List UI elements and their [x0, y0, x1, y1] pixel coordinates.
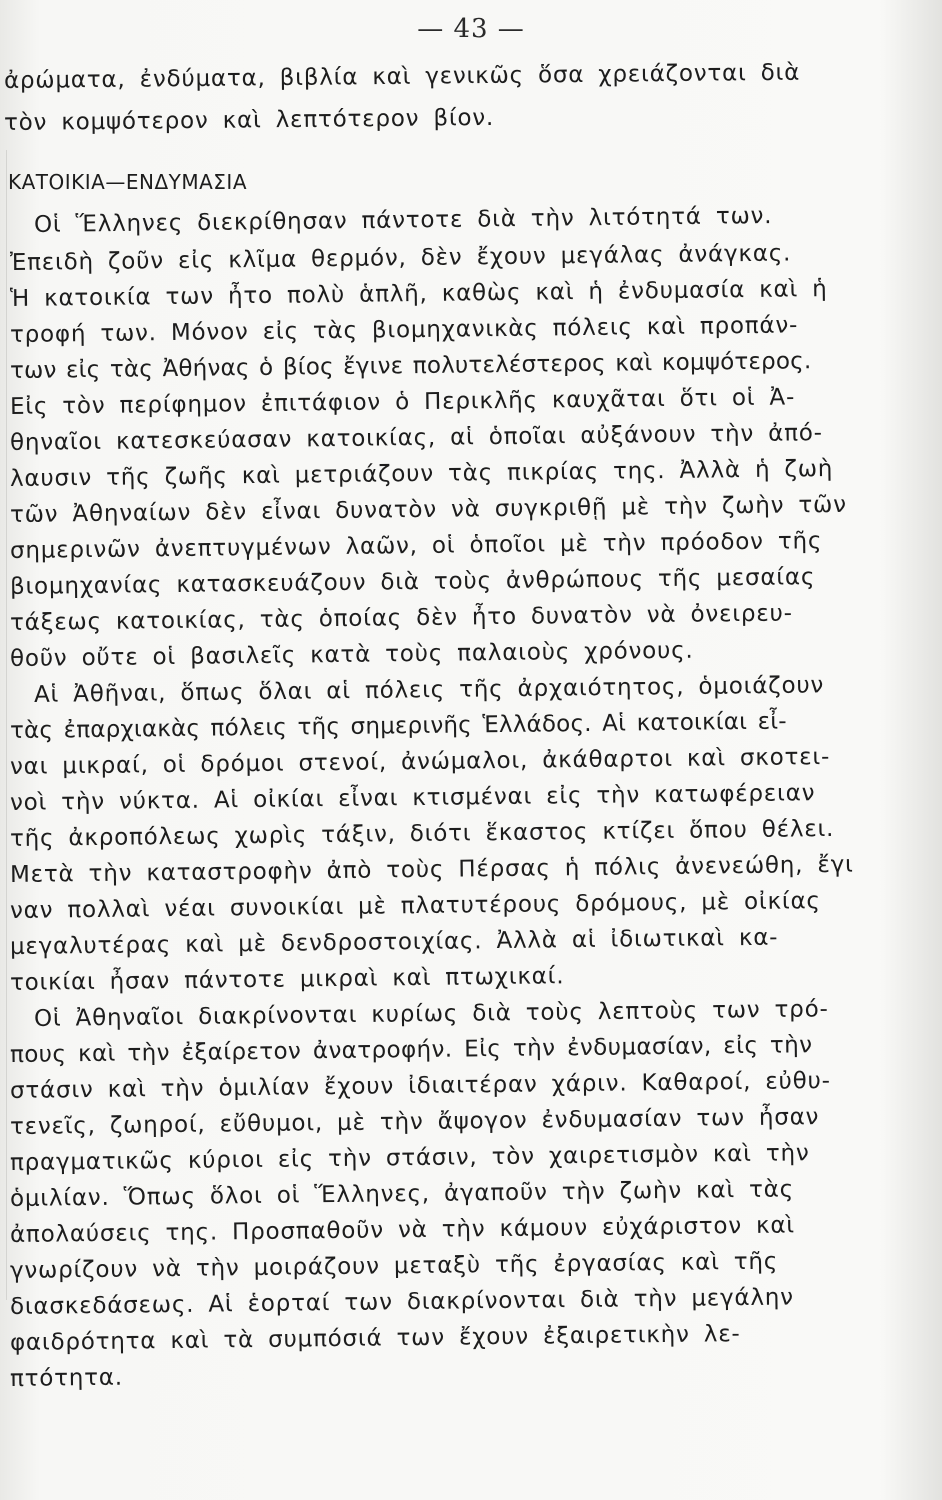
- text-line: στάσιν καὶ τὴν ὁμιλίαν ἔχουν ἰδιαιτέραν χάριν. Καθαροί, εὐθυ-: [9, 1067, 831, 1104]
- text-line: Ἡ κατοικία των ἦτο πολὺ ἁπλῆ, καθὼς καὶ ἡ ἐνδυμασία καὶ ἡ: [9, 276, 828, 312]
- section-heading: ΚΑΤΟΙΚΙΑ—ΕΝΔΥΜΑΣΙΑ: [8, 170, 247, 194]
- page-number: — 43 —: [417, 14, 525, 44]
- text-line: ναι μικραί, οἱ δρόμοι στενοί, ἀνώμαλοι, ἀκάθαρτοι καὶ σκοτει-: [9, 743, 831, 780]
- text-line: ἀπολαύσεις της. Προσπαθοῦν νὰ τὴν κάμουν εὐχάριστον καὶ: [9, 1212, 796, 1248]
- text-line: τοικίαι ἦσαν πάντοτε μικραὶ καὶ πτωχικαί.: [9, 963, 565, 996]
- page-edge-shadow: [6, 150, 7, 1300]
- text-line: τάξεως κατοικίας, τὰς ὁποίας δὲν ἦτο δυνατὸν νὰ ὀνειρευ-: [9, 600, 793, 636]
- text-line: τὰς ἐπαρχιακὰς πόλεις τῆς σημερινῆς Ἑλλάδος. Αἱ κατοικίαι εἶ-: [9, 708, 787, 744]
- text-line: θοῦν οὔτε οἱ βασιλεῖς κατὰ τοὺς παλαιοὺς χρόνους.: [9, 637, 694, 672]
- text-line: τῶν Ἀθηναίων δὲν εἶναι δυνατὸν νὰ συγκριθῇ μὲ τὴν ζωὴν τῶν: [9, 491, 847, 528]
- text-line: γνωρίζουν νὰ τὴν μοιράζουν μεταξὺ τῆς ἐργασίας καὶ τῆς: [9, 1248, 779, 1284]
- text-line: τενεῖς, ζωηροί, εὔθυμοι, μὲ τὴν ἄψογον ἐνδυμασίαν των ἦσαν: [9, 1104, 820, 1140]
- text-line: λαυσιν τῆς ζωῆς καὶ μετριάζουν τὰς πικρίας της. Ἀλλὰ ἡ ζωὴ: [9, 455, 834, 492]
- text-line: τῆς ἀκροπόλεως χωρὶς τάξιν, διότι ἕκαστος κτίζει ὅπου θέλει.: [9, 815, 835, 852]
- text-line: πραγματικῶς κύριοι εἰς τὴν στάσιν, τὸν χαιρετισμὸν καὶ τὴν: [9, 1140, 810, 1176]
- text-line: σημερινῶν ἀνεπτυγμένων λαῶν, οἱ ὁποῖοι μὲ τὴν πρόοδον τῆς: [9, 528, 823, 564]
- text-line: των εἰς τὰς Ἀθήνας ὁ βίος ἔγινε πολυτελέστερος καὶ κομψότερος.: [9, 348, 812, 384]
- text-line: πτότητα.: [9, 1364, 124, 1392]
- text-line: διασκεδάσεως. Αἱ ἑορταί των διακρίνονται διὰ τὴν μεγάλην: [9, 1284, 795, 1320]
- text-line: τροφή των. Μόνον εἰς τὰς βιομηχανικὰς πόλεις καὶ προπάν-: [9, 312, 799, 348]
- text-line: πους καὶ τὴν ἐξαίρετον ἀνατροφήν. Εἰς τὴν ἐνδυμασίαν, εἰς τὴν: [9, 1032, 813, 1068]
- text-line: νοὶ τὴν νύκτα. Αἱ οἰκίαι εἶναι κτισμέναι εἰς τὴν κατωφέρειαν: [9, 780, 816, 816]
- text-line: μεγαλυτέρας καὶ μὲ δενδροστοιχίας. Ἀλλὰ αἱ ἰδιωτικαὶ κα-: [9, 924, 779, 960]
- text-line: φαιδρότητα καὶ τὰ συμπόσιά των ἔχουν ἐξαιρετικὴν λε-: [9, 1321, 741, 1356]
- text-line: ἀρώματα, ἐνδύματα, βιβλία καὶ γενικῶς ὅσα χρειάζονται διὰ: [3, 59, 801, 94]
- text-line: ναν πολλαὶ νέαι συνοικίαι μὲ πλατυτέρους δρόμους, μὲ οἰκίας: [9, 888, 821, 924]
- text-line: βιομηχανίας κατασκευάζουν διὰ τοὺς ἀνθρώπους τῆς μεσαίας: [9, 564, 816, 600]
- text-line: Αἱ Ἀθῆναι, ὅπως ὅλαι αἱ πόλεις τῆς ἀρχαιότητος, ὁμοιάζουν: [33, 672, 825, 708]
- text-line: Ἐπειδὴ ζοῦν εἰς κλῖμα θερμόν, δὲν ἔχουν μεγάλας ἀνάγκας.: [9, 240, 792, 276]
- text-line: θηναῖοι κατεσκεύασαν κατοικίας, αἱ ὁποῖαι αὐξάνουν τὴν ἀπό-: [9, 420, 823, 456]
- text-line: ὁμιλίαν. Ὅπως ὅλοι οἱ Ἕλληνες, ἀγαποῦν τὴν ζωὴν καὶ τὰς: [9, 1176, 795, 1212]
- text-line: Οἱ Ἀθηναῖοι διακρίνονται κυρίως διὰ τοὺς λεπτοὺς των τρό-: [33, 996, 829, 1032]
- text-line: Οἱ Ἕλληνες διεκρίθησαν πάντοτε διὰ τὴν λιτότητά των.: [33, 202, 773, 238]
- text-line: Μετὰ τὴν καταστροφὴν ἀπὸ τοὺς Πέρσας ἡ πόλις ἀνενεώθη, ἔγι: [9, 851, 854, 888]
- text-line: Εἰς τὸν περίφημον ἐπιτάφιον ὁ Περικλῆς καυχᾶται ὅτι οἱ Ἀ-: [9, 384, 796, 420]
- text-line: τὸν κομψότερον καὶ λεπτότερον βίον.: [3, 104, 495, 136]
